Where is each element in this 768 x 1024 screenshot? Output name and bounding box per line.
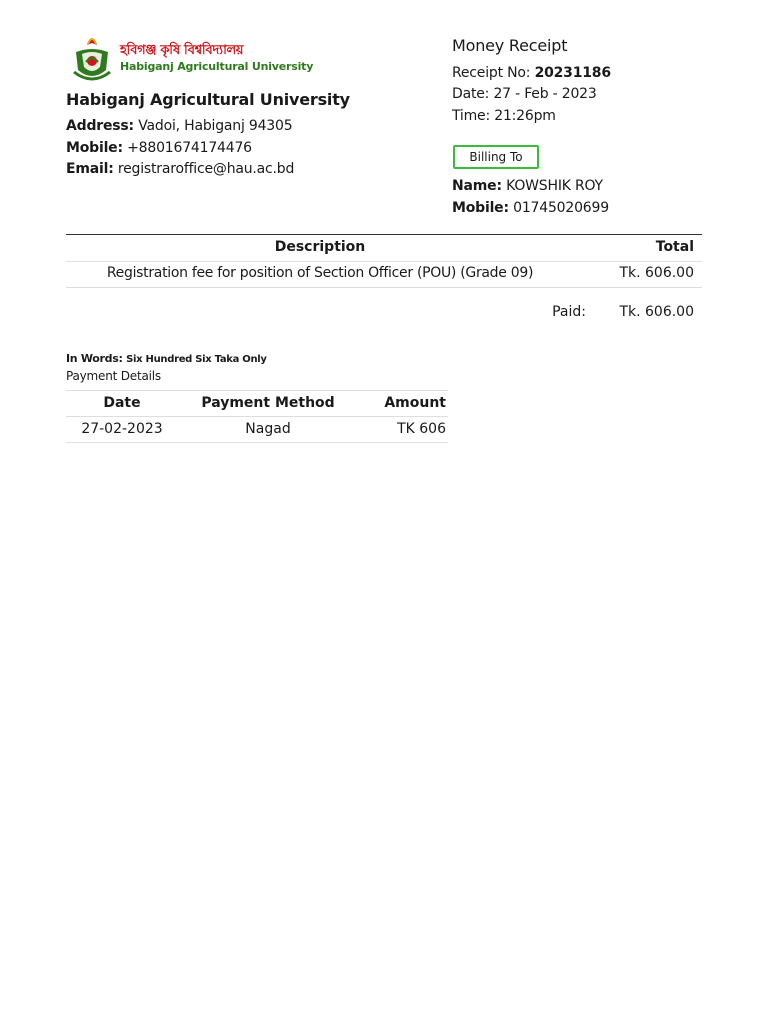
payment-details-title: Payment Details	[66, 369, 161, 383]
items-header-divider	[66, 261, 702, 262]
receipt-time-value: 21:26pm	[494, 108, 556, 124]
payment-header-divider	[66, 416, 448, 417]
payment-table-top-rule	[66, 390, 448, 391]
org-address	[66, 118, 292, 134]
org-name: Habiganj Agricultural University	[66, 90, 350, 109]
receipt-number-label: Receipt No:	[452, 65, 531, 81]
billing-name-label: Name:	[452, 178, 502, 194]
org-mobile	[66, 140, 252, 156]
payment-amount: TK 606	[397, 421, 446, 437]
receipt-time-label: Time:	[452, 108, 490, 124]
in-words-value: Six Hundred Six Taka Only	[126, 354, 267, 365]
receipt-time	[452, 108, 556, 124]
total-header: Total	[655, 239, 694, 255]
org-email-value: registraroffice@hau.ac.bd	[117, 161, 295, 177]
billing-to-badge: Billing To	[453, 145, 539, 169]
billing-name	[452, 178, 603, 194]
in-words	[66, 352, 267, 365]
org-email	[66, 161, 294, 177]
receipt-number	[452, 65, 611, 81]
payment-row-divider	[66, 442, 448, 443]
paid-amount: Tk. 606.00	[619, 304, 694, 320]
payment-method-header: Payment Method	[201, 395, 335, 411]
in-words-label: In Words:	[66, 352, 123, 365]
billing-mobile	[452, 200, 609, 216]
billing-mobile-value: 01745020699	[513, 200, 609, 216]
receipt-date-value: 27 - Feb - 2023	[493, 86, 597, 102]
receipt-number-value: 20231186	[534, 65, 611, 81]
billing-mobile-label: Mobile:	[452, 200, 509, 216]
items-row-divider	[66, 287, 702, 288]
payment-amount-header: Amount	[384, 395, 446, 411]
org-mobile-value: +8801674174476	[127, 140, 252, 156]
payment-method: Nagad	[245, 421, 291, 437]
logo-english-text: Habiganj Agricultural University	[120, 60, 314, 73]
receipt-date	[452, 86, 597, 102]
billing-name-value: KOWSHIK ROY	[506, 178, 603, 194]
payment-date: 27-02-2023	[81, 421, 163, 437]
description-header: Description	[274, 239, 366, 255]
items-table-top-rule	[66, 234, 702, 235]
org-email-label: Email:	[66, 161, 114, 177]
item-total: Tk. 606.00	[619, 265, 694, 281]
address-label: Address:	[66, 118, 134, 134]
university-emblem-icon	[66, 32, 118, 88]
paid-label: Paid:	[552, 304, 586, 320]
item-description: Registration fee for position of Section Officer (POU) (Grade 09)	[106, 265, 534, 281]
receipt-title: Money Receipt	[452, 36, 568, 55]
receipt-date-label: Date:	[452, 86, 490, 102]
payment-date-header: Date	[103, 395, 141, 411]
logo-bangla-text: হবিগঞ্জ কৃষি বিশ্ববিদ্যালয়	[120, 43, 244, 58]
org-mobile-label: Mobile:	[66, 140, 123, 156]
address-value: Vadoi, Habiganj 94305	[138, 118, 293, 134]
